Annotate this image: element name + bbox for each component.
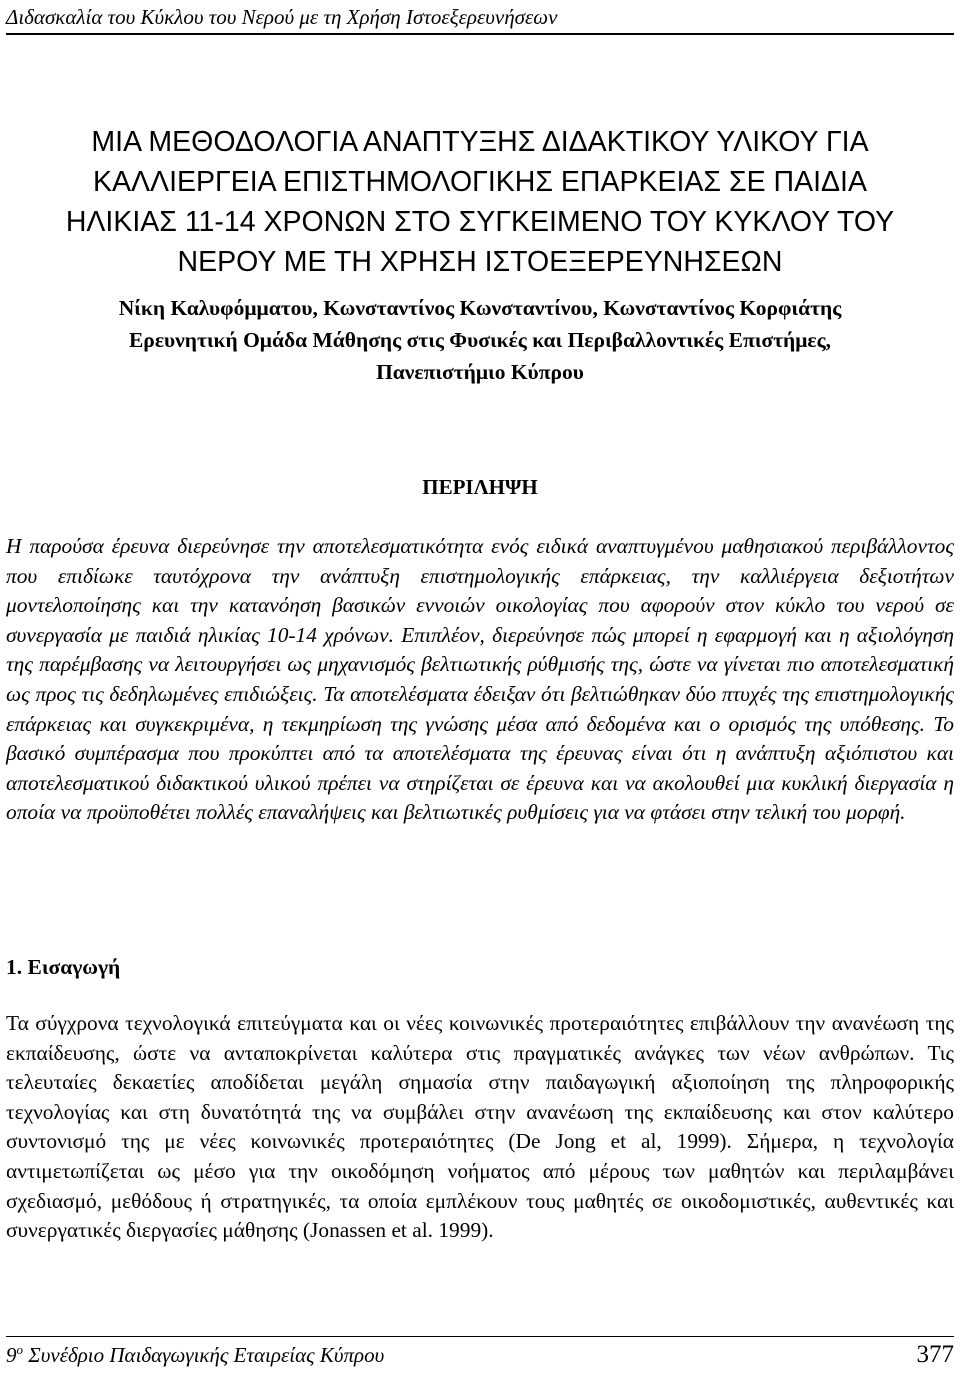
abstract-heading: ΠΕΡΙΛΗΨΗ: [422, 475, 538, 499]
footer-conference: [6, 1340, 706, 1370]
running-header: Διδασκαλία του Κύκλου του Νερού με τη Χρήση Ιστοεξερευνήσεων: [6, 5, 558, 29]
title-line: ΝΕΡΟΥ ΜΕ ΤΗ ΧΡΗΣΗ ΙΣΤΟΕΞΕΡΕΥΝΗΣΕΩΝ: [177, 246, 783, 278]
page-number: 377: [916, 1341, 954, 1368]
title-line: ΜΙΑ ΜΕΘΟΔΟΛΟΓΙΑ ΑΝΑΠΤΥΞΗΣ ΔΙΔΑΚΤΙΚΟΥ ΥΛΙΚΟΥ ΓΙΑ: [91, 126, 869, 158]
ordinal-suffix: ο: [16, 1342, 23, 1357]
conference-name: Συνέδριο Παιδαγωγικής Εταιρείας Κύπρου: [23, 1343, 385, 1367]
affiliation-line: Πανεπιστήμιο Κύπρου: [376, 360, 584, 384]
title-line: ΗΛΙΚΙΑΣ 11-14 ΧΡΟΝΩΝ ΣΤΟ ΣΥΓΚΕΙΜΕΝΟ ΤΟΥ ΚΥΚΛΟΥ ΤΟΥ: [65, 206, 895, 238]
introduction-text: Τα σύγχρονα τεχνολογικά επιτεύγματα και οι νέες κοινωνικές προτεραιότητες επιβάλλουν την ανανέωση της εκπαίδευσης, ώστε να ανταποκρίνεται καλύτερα στις πραγματικές ανάγκες των νέων ανθρώπων. Τις τελευταίες δεκαετίες αποδίδεται μεγάλη σημασία στην παιδαγωγική αξιοποίηση της πληροφορικής τεχνολογίας και στη δυνατότητά της να συμβάλει στην ανανέωση της εκπαίδευσης και στον καλύτερο συντονισμό της με νέες κοινωνικές προτεραιότητες (De Jong et al, 1999). Σήμερα, η τεχνολογία αντιμετωπίζεται ως μέσο για την οικοδόμηση νοήματος από μέρους των μαθητών και περιλαμβάνει σχεδιασμό, μεθόδους ή στρατηγικές, τα οποία εμπλέκουν τους μαθητές σε οικοδομιστικές, αυθεντικές και συνεργατικές διεργασίες μάθησης (Jonassen et al. 1999).: [6, 1011, 954, 1243]
authors-line: Νίκη Καλυφόμματου, Κωνσταντίνος Κωνσταντίνου, Κωνσταντίνος Κορφιάτης: [118, 296, 842, 320]
footer-divider: [6, 1336, 954, 1337]
author-block: [0, 292, 960, 388]
section-heading-introduction: 1. Εισαγωγή: [6, 955, 121, 979]
affiliation-line: Ερευνητική Ομάδα Μάθησης στις Φυσικές και Περιβαλλοντικές Επιστήμες,: [128, 328, 832, 352]
title-line: ΚΑΛΛΙΕΡΓΕΙΑ ΕΠΙΣΤΗΜΟΛΟΓΙΚΗΣ ΕΠΑΡΚΕΙΑΣ ΣΕ ΠΑΙΔΙΑ: [93, 166, 867, 198]
paper-title: [0, 122, 960, 282]
conference-number: 9: [6, 1343, 17, 1367]
header-divider: [6, 33, 954, 35]
abstract-text: Η παρούσα έρευνα διερεύνησε την αποτελεσματικότητα ενός ειδικά αναπτυγμένου μαθησιακού περιβάλλοντος που επιδίωκε ταυτόχρονα την ανάπτυξη επιστημολογικής επάρκειας, την καλλιέργεια δεξιοτήτων μοντελοποίησης και την κατανόηση βασικών εννοιών οικολογίας που αφορούν στον κύκλο του νερού σε συνεργασία με παιδιά ηλικίας 10-14 χρόνων. Επιπλέον, διερεύνησε πώς μπορεί η εφαρμογή και η αξιολόγηση της παρέμβασης να λειτουργήσει ως μηχανισμός βελτιωτικής ρύθμισής της, ώστε να γίνεται πιο αποτελεσματική ως προς τις δεδηλωμένες επιδιώξεις. Τα αποτελέσματα έδειξαν ότι βελτιώθηκαν δύο πτυχές της επιστημολογικής επάρκειας και συγκεκριμένα, η τεκμηρίωση της γνώσης μέσα από δεδομένα και ο ορισμός της υπόθεσης. Το βασικό συμπέρασμα που προκύπτει από τα αποτελέσματα της έρευνας είναι ότι η ανάπτυξη αξιόπιστου και αποτελεσματικού διδακτικού υλικού πρέπει να στηρίζεται σε έρευνα και να ακολουθεί μια κυκλική διεργασία η οποία να προϋποθέτει πολλές επαναλήψεις και βελτιωτικές ρυθμίσεις για να φτάσει στην τελική του μορφή.: [6, 534, 954, 825]
